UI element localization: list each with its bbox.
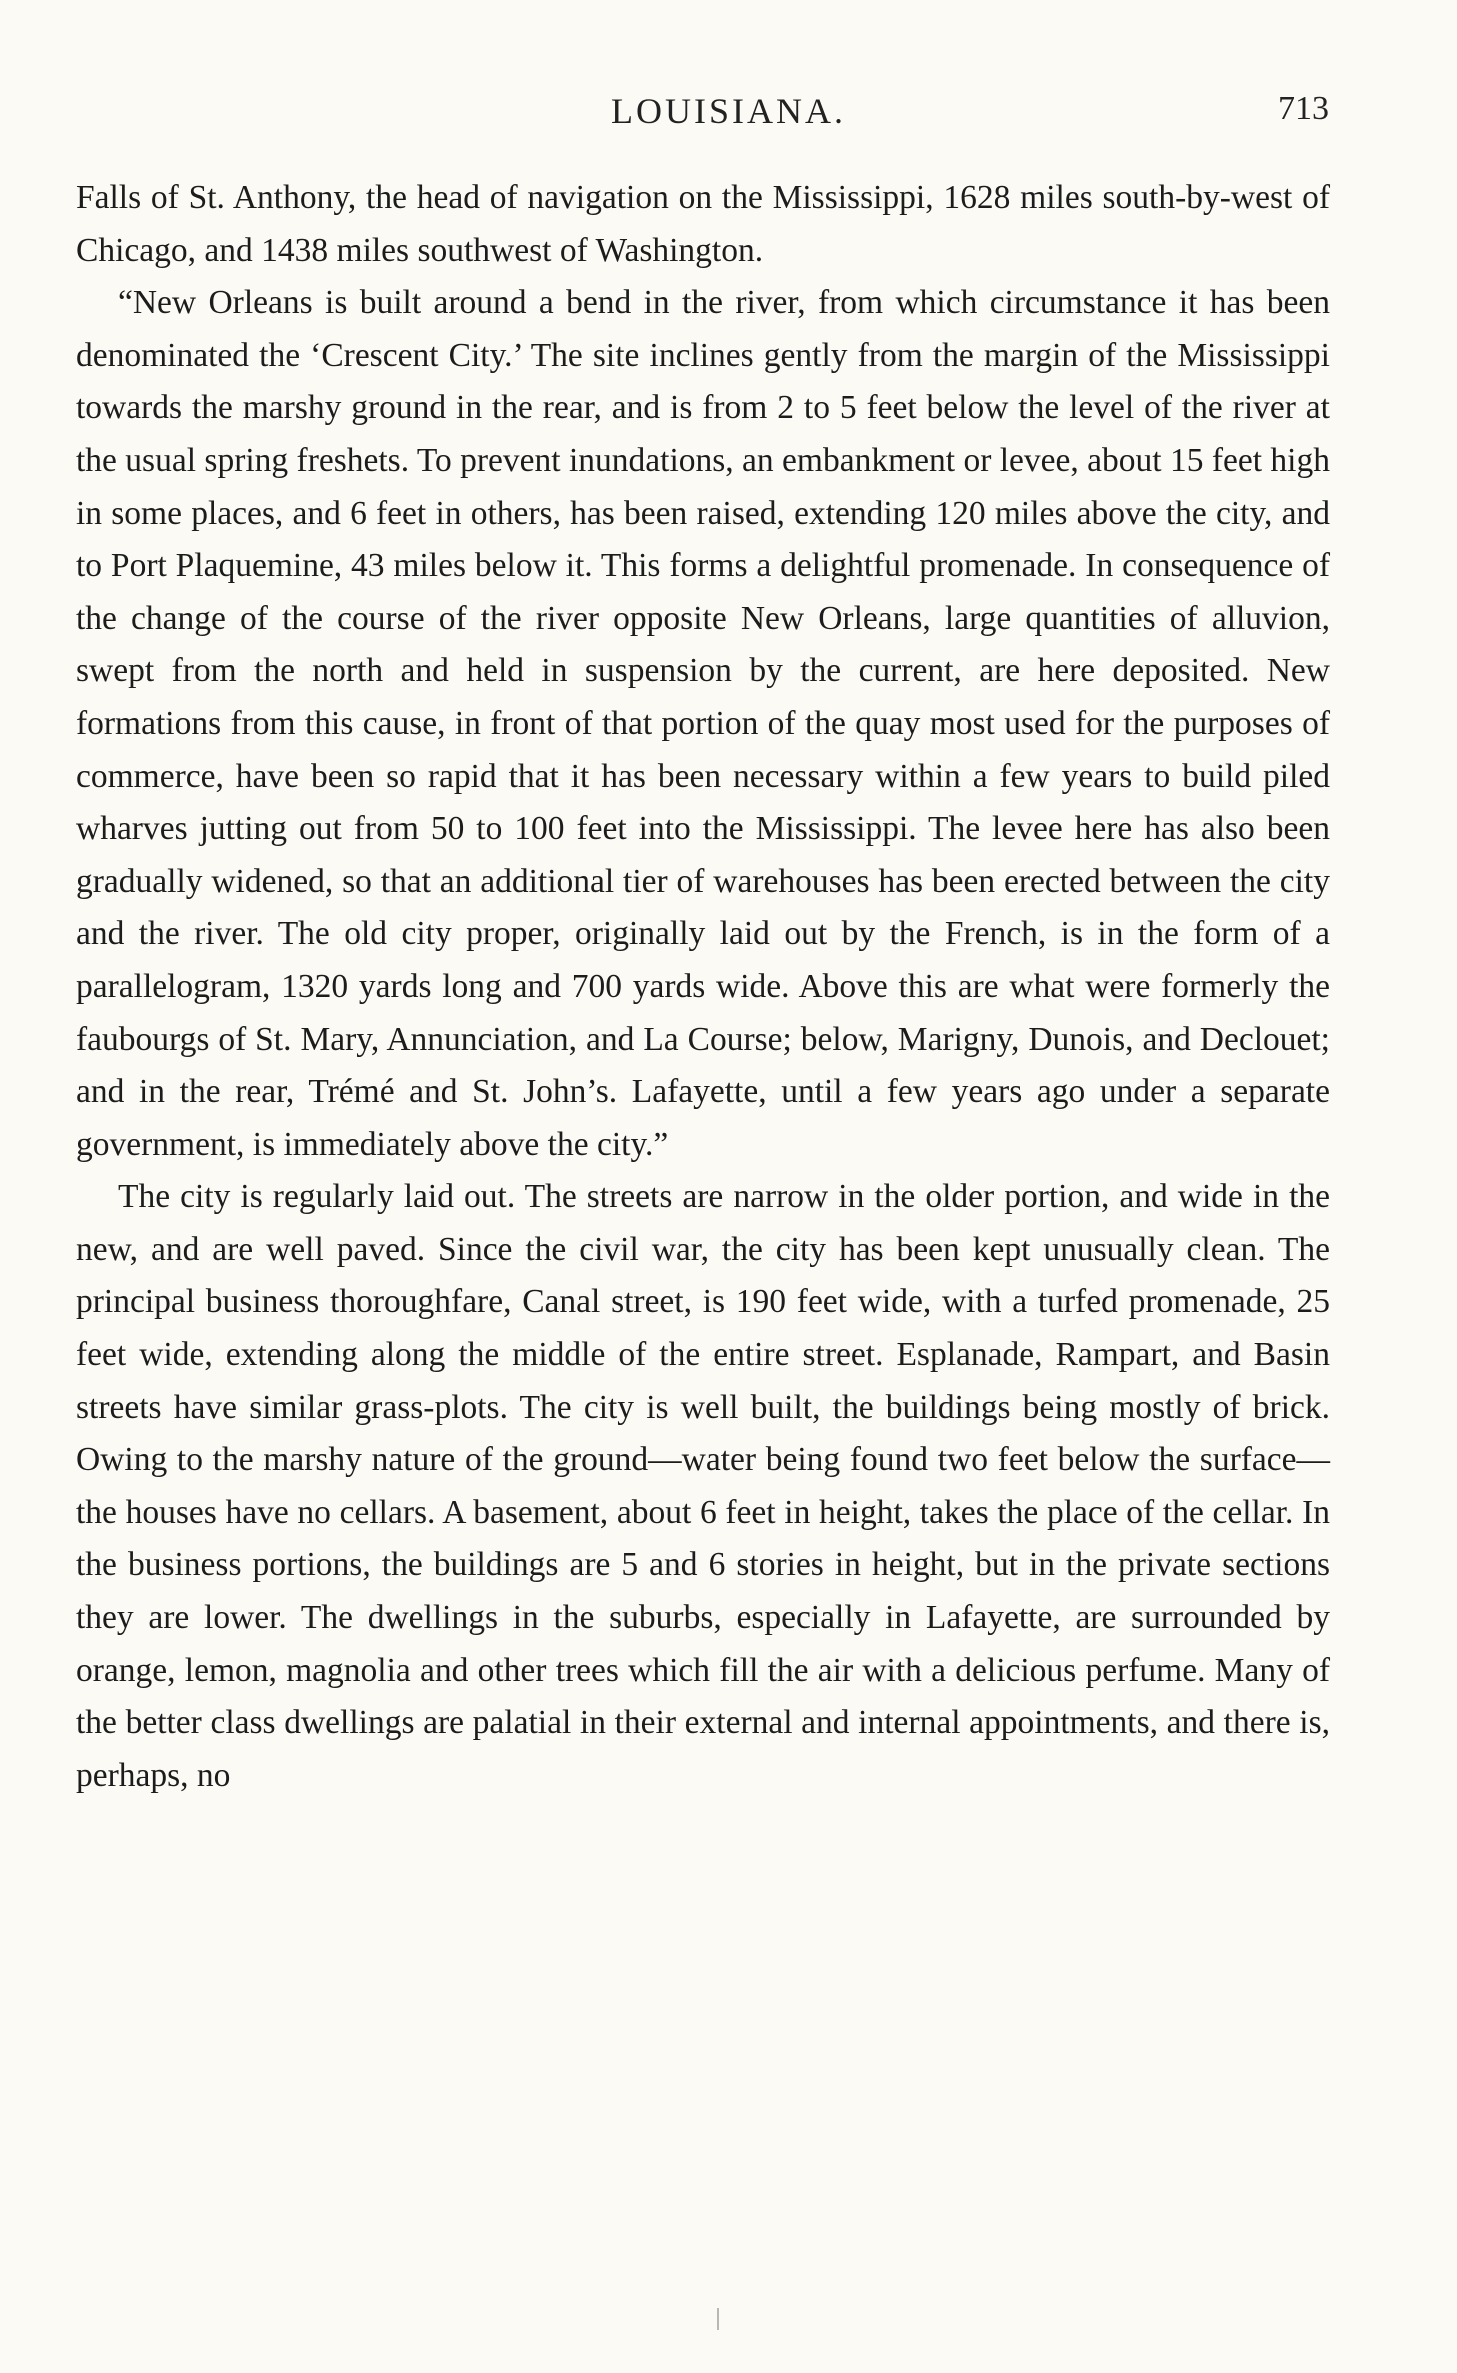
body-text (76, 172, 1330, 1802)
paragraph-quotation: “New Orleans is built around a bend in the river, from which circumstance it has been denominated the ‘Crescent City.’ The site inclines gently from the margin of the Mississippi towards the marshy ground in the rear, and is from 2 to 5 feet below the level of the river at the usual spring freshets. To prevent inundations, an embankment or levee, about 15 feet high in some places, and 6 feet in others, has been raised, extending 120 miles above the city, and to Port Plaquemine, 43 miles below it. This forms a delightful promenade. In consequence of the change of the course of the river opposite New Orleans, large quantities of alluvion, swept from the north and held in suspension by the current, are here deposited. New formations from this cause, in front of that portion of the quay most used for the purposes of commerce, have been so rapid that it has been necessary within a few years to build piled wharves jutting out from 50 to 100 feet into the Mississippi. The levee here has also been gradually widened, so that an additional tier of warehouses has been erected between the city and the river. The old city proper, originally laid out by the French, is in the form of a parallelogram, 1320 yards long and 700 yards wide. Above this are what were formerly the faubourgs of St. Mary, Annunciation, and La Course; below, Marigny, Dunois, and Declouet; and in the rear, Trémé and St. John’s. Lafayette, until a few years ago under a separate government, is immediately above the city.” (76, 284, 1330, 1163)
print-mark (717, 2308, 719, 2330)
paragraph-city-description: The city is regularly laid out. The streets are narrow in the older portion, and wide in the new, and are well paved. Since the civil war, the city has been kept unusually clean. The principal business thoroughfare, Canal street, is 190 feet wide, with a turfed promenade, 25 feet wide, extending along the middle of the entire street. Esplanade, Rampart, and Basin streets have similar grass-plots. The city is well built, the buildings being mostly of brick. Owing to the marshy nature of the ground—water being found two feet below the surface—the houses have no cellars. A basement, about 6 feet in height, takes the place of the cellar. In the business portions, the buildings are 5 and 6 stories in height, but in the private sections they are lower. The dwellings in the suburbs, especially in Lafayette, are surrounded by orange, lemon, magnolia and other trees which fill the air with a delicious perfume. Many of the better class dwellings are palatial in their external and internal appointments, and there is, perhaps, no (76, 1178, 1330, 1794)
paragraph-continued: Falls of St. Anthony, the head of navigation on the Mississippi, 1628 miles south-by-west of Chicago, and 1438 miles southwest of Washington. (76, 179, 1330, 269)
running-head (0, 90, 1457, 150)
page-number: 713 (1278, 90, 1329, 127)
running-head-title: LOUISIANA. (611, 91, 846, 131)
